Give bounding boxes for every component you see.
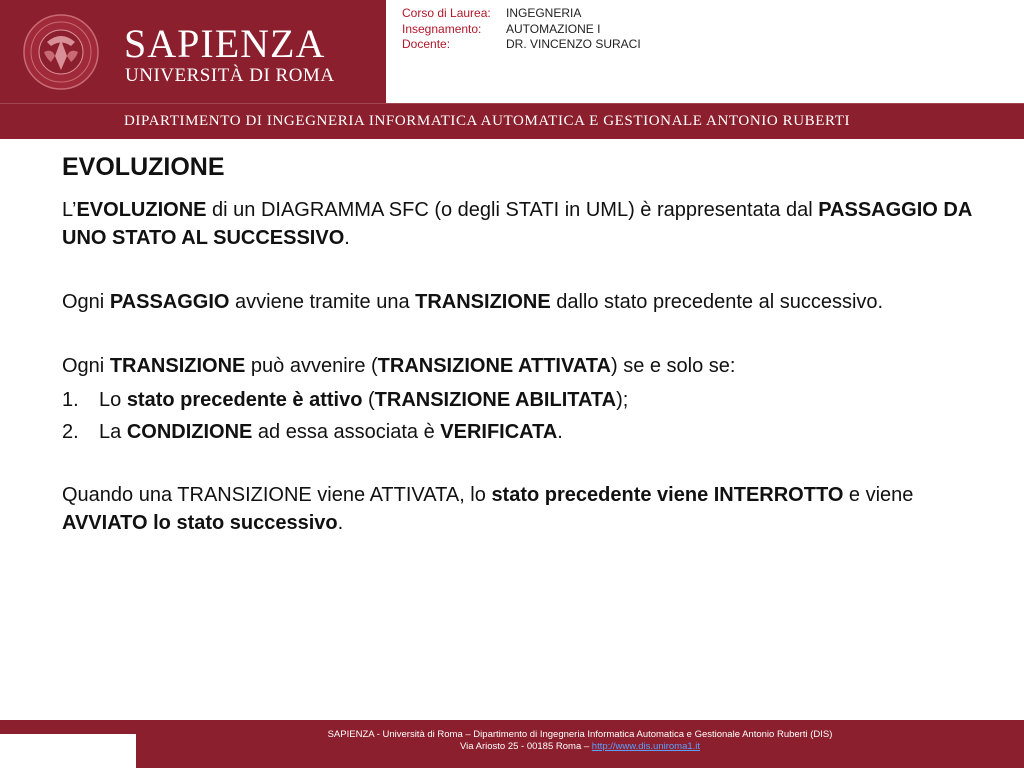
footer-left-strip — [0, 720, 136, 734]
text-run: ) se e solo se: — [610, 355, 736, 377]
bold-run: TRANSIZIONE — [109, 355, 246, 377]
spacer — [62, 316, 982, 352]
bold-run: VERIFICATA — [440, 421, 558, 443]
bold-run: TRANSIZIONE — [415, 291, 551, 313]
spacer — [62, 252, 982, 288]
brand-name: SAPIENZA — [124, 21, 326, 66]
footer-address: Via Ariosto 25 - 00185 Roma – — [459, 741, 592, 752]
bold-run: EVOLUZIONE — [76, 199, 207, 221]
course-label: Corso di Laurea: — [402, 6, 491, 20]
university-seal-icon — [22, 12, 100, 92]
text-run: ); — [616, 389, 629, 411]
text-run: . — [337, 512, 344, 534]
list-text — [99, 416, 563, 448]
footer-text — [136, 729, 1024, 753]
teaching-label: Insegnamento: — [402, 21, 482, 36]
bold-run: TRANSIZIONE ATTIVATA — [377, 355, 611, 377]
department-band — [0, 103, 1024, 139]
paragraph-activation — [62, 481, 982, 537]
bold-run: AVVIATO lo stato successivo — [62, 512, 338, 534]
teacher-row — [402, 37, 641, 53]
text-run: Ogni — [62, 355, 110, 377]
list-number: 2. — [62, 421, 79, 443]
list-number: 1. — [62, 389, 79, 411]
bold-run: PASSAGGIO — [109, 291, 230, 313]
paragraph-evolution — [62, 196, 982, 252]
slide-title: EVOLUZIONE — [62, 153, 225, 181]
paragraph-transition — [62, 352, 982, 380]
text-run: dallo stato precedente al successivo. — [550, 291, 884, 313]
text-run: La — [99, 421, 127, 443]
teacher-value: DR. VINCENZO SURACI — [506, 37, 641, 51]
footer-website-link[interactable]: http://www.dis.uniroma1.it — [591, 741, 701, 752]
text-run: . — [557, 421, 563, 443]
list-item — [62, 416, 982, 448]
text-run: . — [344, 227, 350, 249]
text-run: Lo — [99, 389, 127, 411]
bold-run: stato precedente è attivo — [126, 389, 363, 411]
bold-run: stato precedente viene INTERROTTO — [491, 484, 844, 506]
header-logo-block — [0, 0, 386, 103]
spacer — [62, 448, 982, 481]
brand-subtitle: UNIVERSITÀ DI ROMA — [125, 65, 335, 86]
text-run: e viene — [843, 484, 914, 506]
text-run: Quando una TRANSIZIONE viene ATTIVATA, lo — [62, 484, 492, 506]
text-run: avviene tramite una — [229, 291, 416, 313]
list-text — [99, 384, 628, 416]
text-run: ( — [362, 389, 375, 411]
course-row — [402, 6, 641, 22]
text-run: L’ — [62, 199, 77, 221]
course-value: INGEGNERIA — [506, 6, 582, 20]
list-item — [62, 384, 982, 416]
text-run: può avvenire ( — [245, 355, 378, 377]
bold-run: PASSAGGIO DA UNO STATO AL SUCCESSIVO — [62, 199, 972, 249]
text-run: di un DIAGRAMMA SFC (o degli STATI in UML) è rappresentata dal — [206, 199, 819, 221]
course-info — [402, 6, 641, 53]
bold-run: TRANSIZIONE ABILITATA — [374, 389, 617, 411]
footer-band — [136, 720, 1024, 768]
footer-line-1: SAPIENZA - Università di Roma – Dipartimento di Ingegneria Informatica Automatica e Gestionale Antonio Ruberti (DIS) — [327, 729, 833, 740]
teaching-value: AUTOMAZIONE I — [506, 21, 601, 36]
bold-run: CONDIZIONE — [126, 421, 253, 443]
slide-content — [62, 150, 982, 537]
footer-line-2 — [136, 741, 1024, 753]
teacher-label: Docente: — [402, 37, 451, 51]
text-run: Ogni — [62, 291, 110, 313]
teaching-row — [402, 22, 641, 38]
paragraph-passage — [62, 288, 982, 316]
department-name: DIPARTIMENTO DI INGEGNERIA INFORMATICA AUTOMATICA E GESTIONALE ANTONIO RUBERTI — [124, 113, 851, 129]
conditions-list — [62, 384, 982, 448]
text-run: ad essa associata è — [252, 421, 441, 443]
